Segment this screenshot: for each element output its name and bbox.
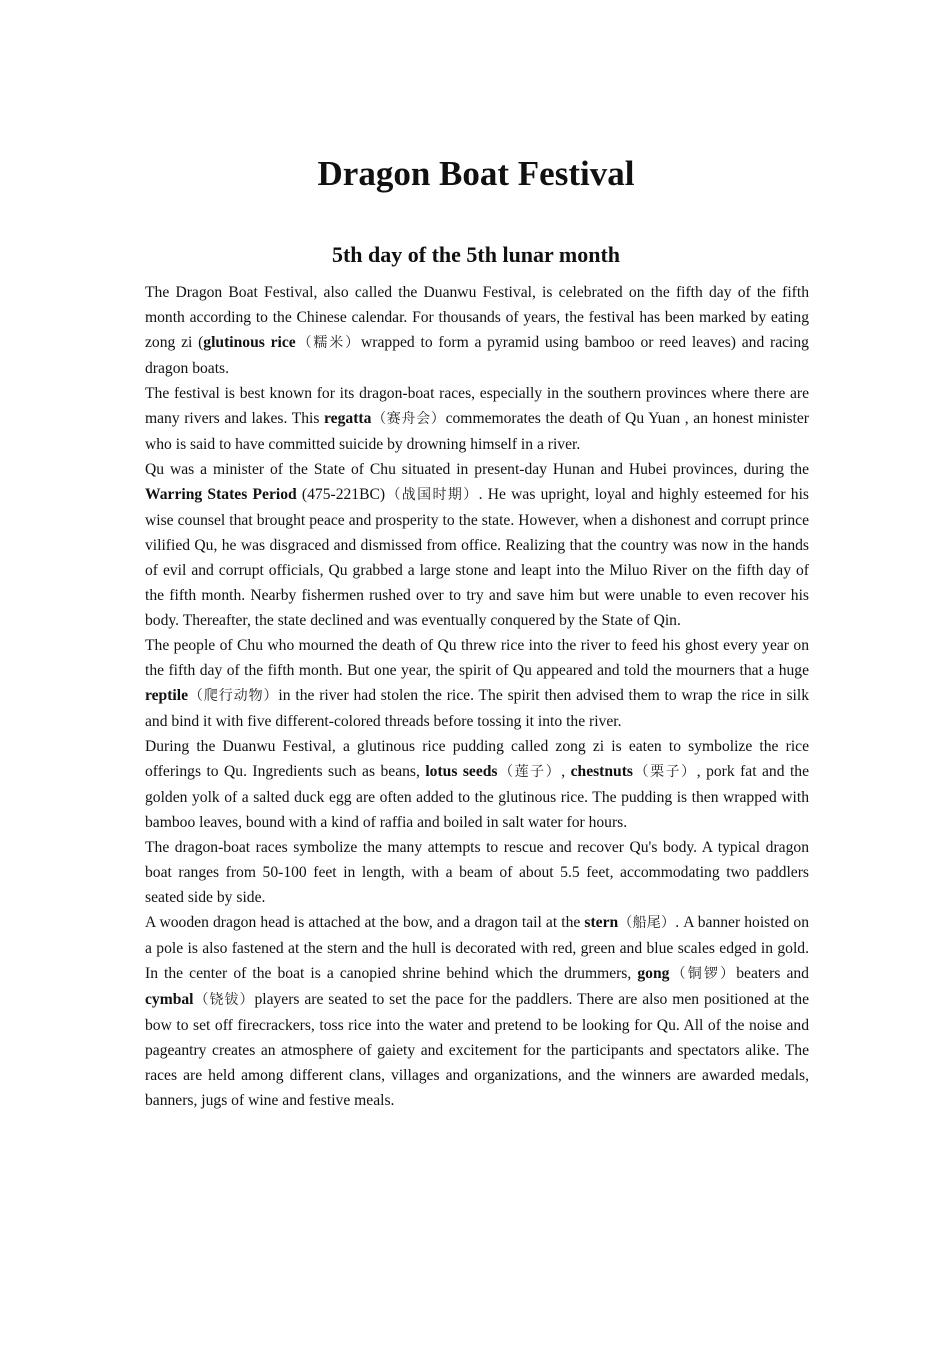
paragraph-legend	[145, 633, 809, 734]
text-run: . A banner hoisted on a pole is also fastened at the stern and the hull is decorated with red, green and blue scales edged in gold. In the center of the boat is a canopied shrine behind which the drummers,	[145, 914, 809, 982]
text-run: commemorates the death of Qu Yuan , an honest minister who is said to have committed suicide by drowning himself in a river.	[145, 410, 810, 453]
article-body	[145, 280, 809, 1113]
chinese-gloss: （赛舟会）	[371, 411, 446, 427]
vocab-term: stern	[584, 914, 619, 931]
chinese-gloss: （栗子）	[632, 764, 697, 780]
paragraph-intro	[145, 280, 809, 381]
chinese-gloss: （爬行动物）	[188, 688, 279, 704]
vocab-term: regatta	[324, 410, 372, 427]
vocab-term: reptile	[145, 687, 189, 704]
chinese-gloss: （铜锣）	[669, 966, 737, 982]
page-subtitle: 5th day of the 5th lunar month	[331, 242, 621, 267]
text-run: The people of Chu who mourned the death of Qu threw rice into the river to feed his ghost every year on the fifth day of the fifth month. But one year, the spirit of Qu appeared and told the mourners that a huge	[145, 637, 809, 679]
text-run: The Dragon Boat Festival, also called the Duanwu Festival, is celebrated on the fifth day of the fifth month according to the Chinese calendar. For thousands of years, the festival has been marked by eating zong zi (	[145, 284, 809, 351]
text-run: Qu was a minister of the State of Chu situated in present-day Hunan and Hubei provinces, during the	[145, 461, 809, 478]
chinese-gloss: （铙钹）	[193, 992, 255, 1008]
text-run: A wooden dragon head is attached at the bow, and a dragon tail at the	[145, 914, 585, 931]
vocab-term: gong	[637, 965, 670, 982]
text-run: ,	[561, 763, 571, 780]
text-run: in the river had stolen the rice. The spirit then advised them to wrap the rice in silk and bind it with five different-colored threads before tossing it into the river.	[145, 687, 809, 730]
text-run: (475-221BC)	[296, 486, 386, 503]
text-run: , pork fat and the golden yolk of a salted duck egg are often added to the glutinous rice. The pudding is then wrapped with bamboo leaves, bound with a kind of raffia and boiled in salt water for hours.	[145, 763, 809, 831]
paragraph-qu-yuan	[145, 457, 809, 633]
paragraph-zongzi	[145, 734, 809, 835]
chinese-gloss: （莲子）	[497, 764, 562, 780]
text-run: players are seated to set the pace for the paddlers. There are also men positioned at the bow to set off firecrackers, toss rice into the water and pretend to be looking for Qu. All of the noise and pageantry creates an atmosphere of gaiety and excitement for the participants and spectators alike. The races are held among different clans, villages and organizations, and the winners are awarded medals, banners, jugs of wine and festive meals.	[145, 991, 810, 1109]
paragraph-boat	[145, 835, 809, 910]
page-title: Dragon Boat Festival	[317, 154, 635, 193]
chinese-gloss: （糯米）	[295, 335, 362, 351]
text-run: The dragon-boat races symbolize the many attempts to rescue and recover Qu's body. A typical dragon boat ranges from 50-100 feet in length, with a beam of about 5.5 feet, accommodating two paddlers seated side by side.	[145, 839, 809, 906]
vocab-term: glutinous rice	[203, 334, 296, 351]
text-run: During the Duanwu Festival, a glutinous rice pudding called zong zi is eaten to symbolize the rice offerings to Qu. Ingredients such as beans,	[145, 738, 809, 780]
text-run: . He was upright, loyal and highly esteemed for his wise counsel that brought peace and prosperity to the state. However, when a dishonest and corrupt prince vilified Qu, he was disgraced and dismissed from office. Realizing that the country was now in the hands of evil and corrupt officials, Qu grabbed a large stone and leapt into the Miluo River on the fifth day of the fifth month. Nearby fishermen rushed over to try and save him but were unable to even recover his body. Thereafter, the state declined and was eventually conquered by the State of Qin.	[145, 486, 810, 629]
chinese-gloss: （船尾）	[618, 915, 676, 931]
vocab-term: cymbal	[145, 991, 194, 1008]
paragraph-races	[145, 381, 809, 457]
paragraph-decoration	[145, 910, 809, 1113]
vocab-term: Warring States Period	[145, 486, 297, 503]
vocab-term: chestnuts	[570, 763, 633, 780]
text-run: beaters and	[736, 965, 809, 982]
vocab-term: lotus seeds	[425, 763, 498, 780]
chinese-gloss: （战国时期）	[385, 487, 479, 503]
text-run: wrapped to form a pyramid using bamboo or reed leaves) and racing dragon boats.	[145, 334, 809, 377]
text-run: The festival is best known for its dragon-boat races, especially in the southern provinces where there are many rivers and lakes. This	[145, 385, 809, 427]
